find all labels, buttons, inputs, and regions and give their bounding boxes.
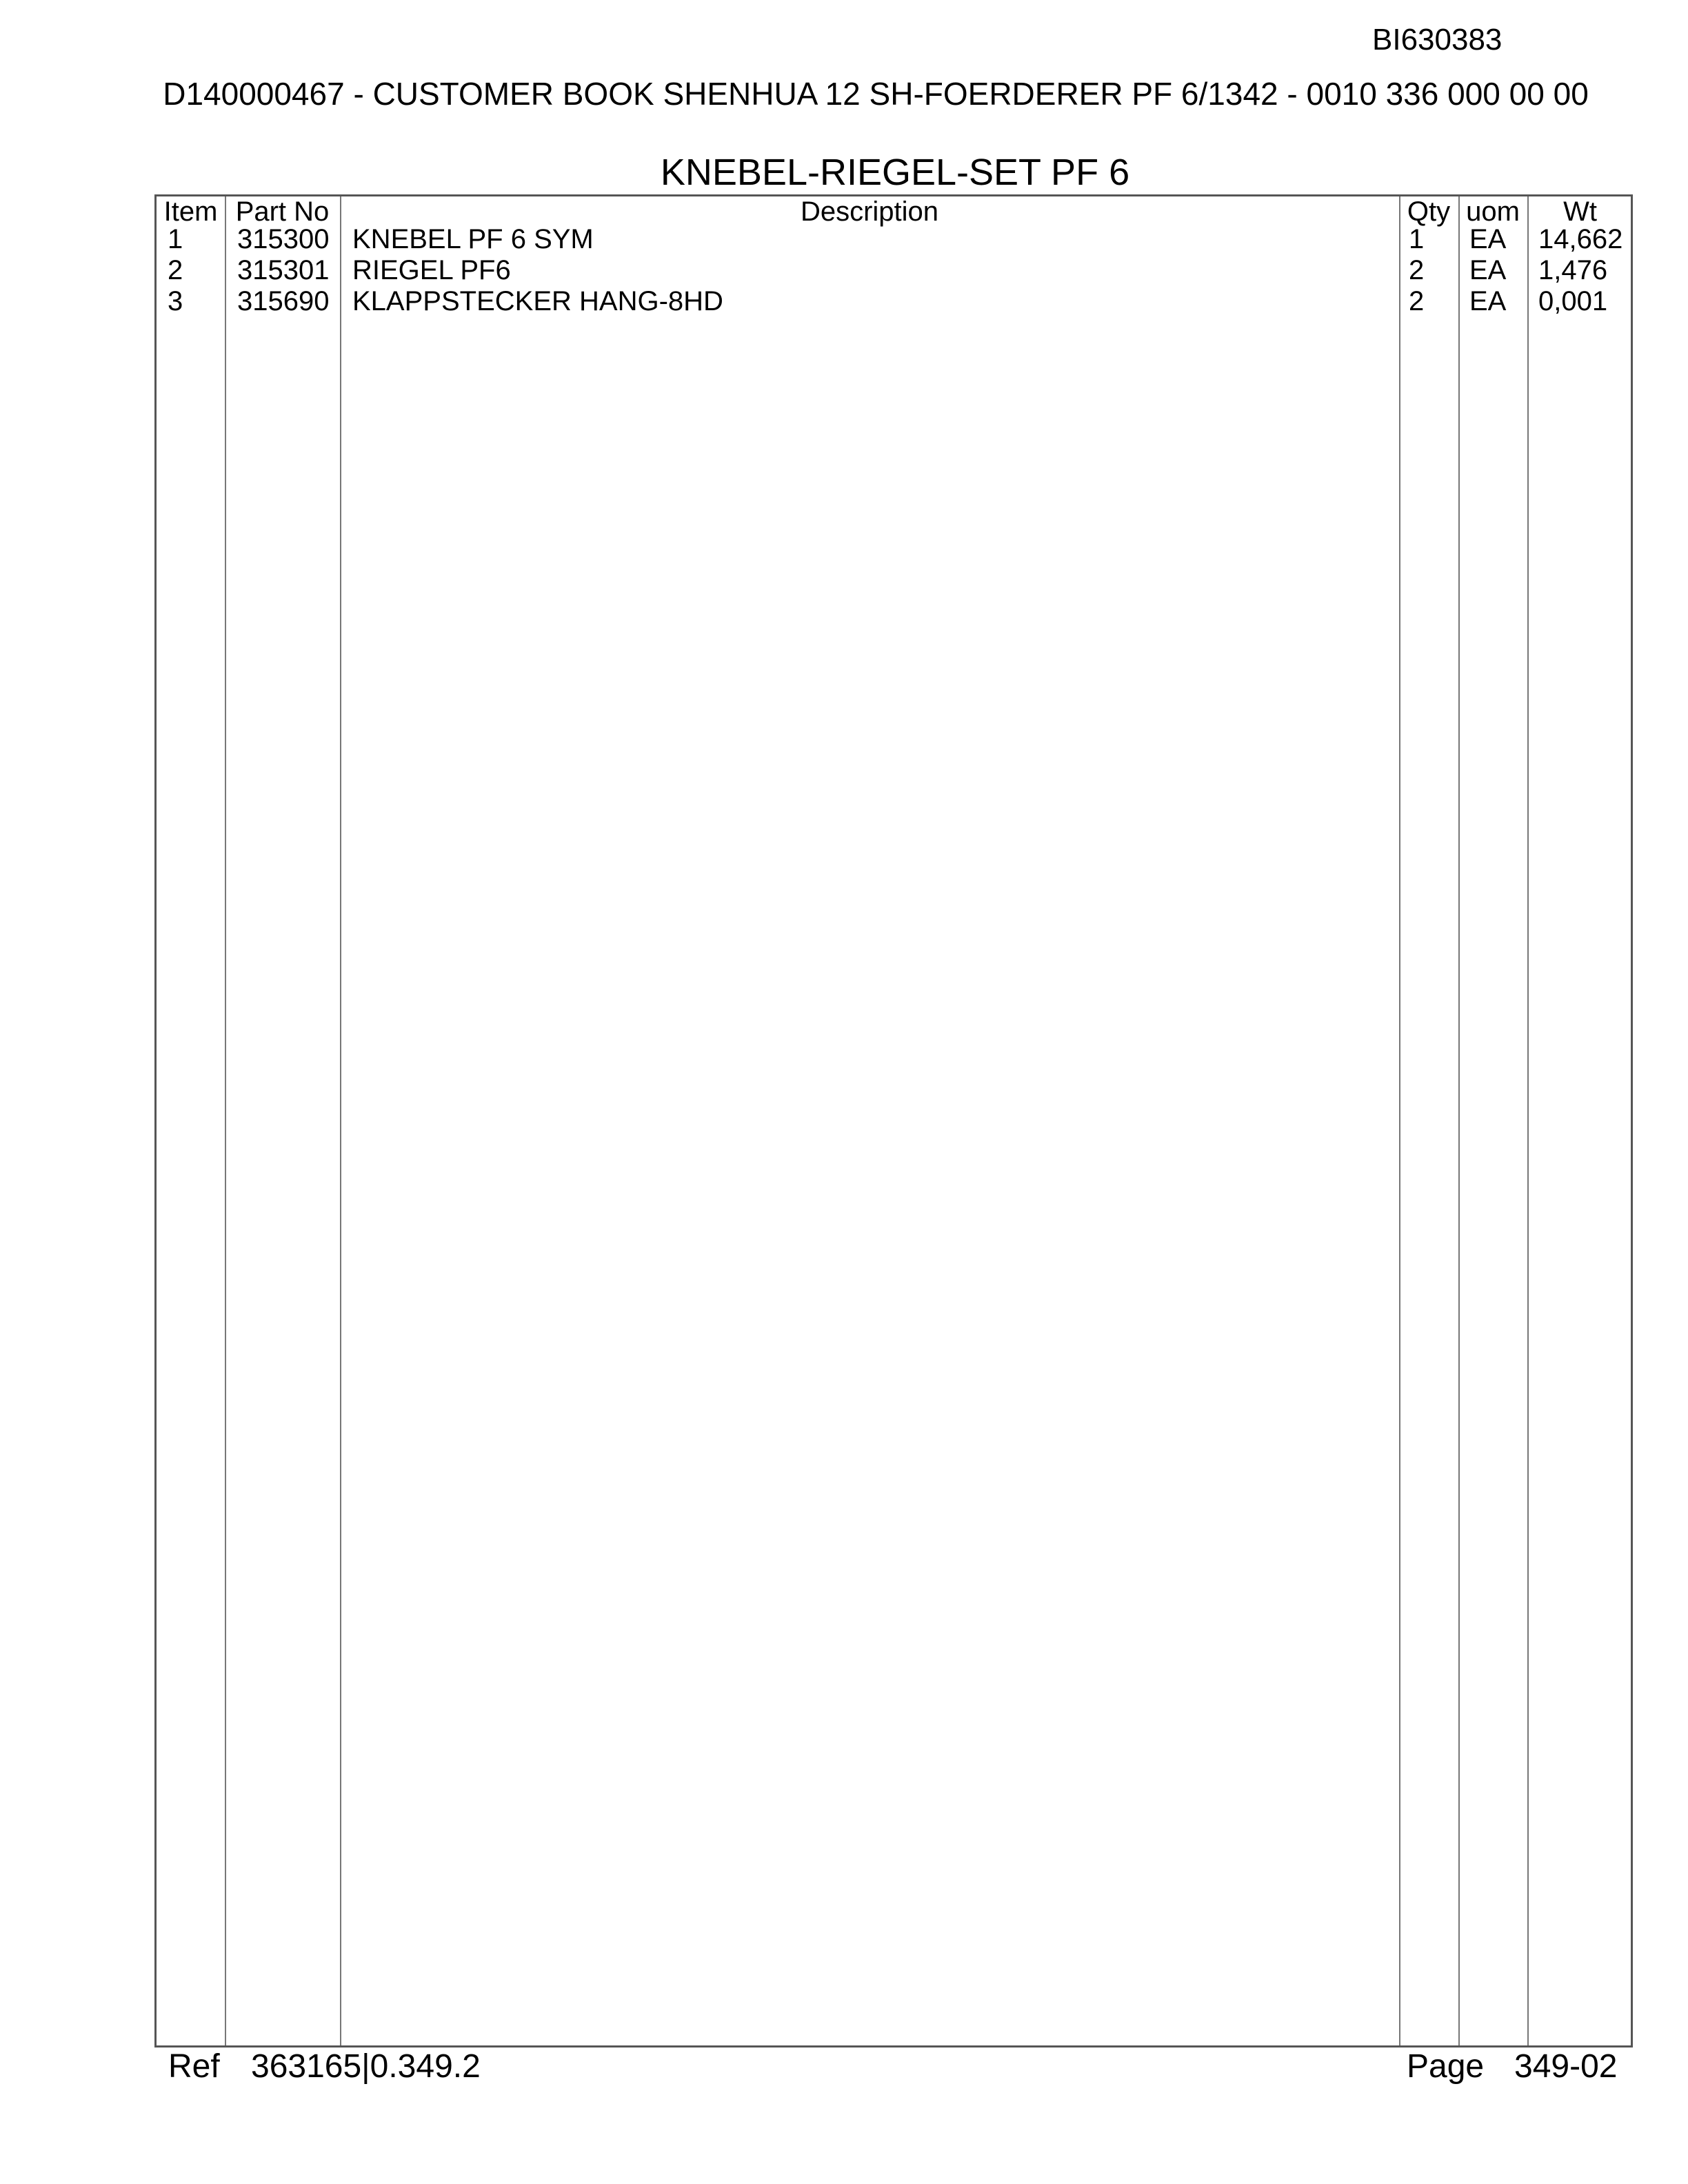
- item-cell: 2: [168, 255, 183, 285]
- column-header-description: Description: [800, 196, 939, 227]
- column-divider-description: [1399, 196, 1400, 2045]
- weight-cell: 1,476: [1538, 255, 1608, 285]
- uom-cell: EA: [1469, 286, 1507, 316]
- description-cell: KLAPPSTECKER HANG-8HD: [352, 286, 723, 316]
- part-no-cell: 315690: [237, 286, 330, 316]
- part-no-cell: 315301: [237, 255, 330, 285]
- column-header-qty: Qty: [1407, 196, 1451, 227]
- part-no-cell: 315300: [237, 224, 330, 254]
- document-title: D140000467 - CUSTOMER BOOK SHENHUA 12 SH-FOERDERER PF 6/1342 - 0010 336 000 00 00: [163, 76, 1589, 112]
- column-header-item: Item: [163, 196, 218, 227]
- uom-cell: EA: [1469, 255, 1507, 285]
- column-divider-item: [225, 196, 226, 2045]
- qty-cell: 2: [1409, 286, 1425, 316]
- document-id: BI630383: [1372, 23, 1503, 57]
- uom-cell: EA: [1469, 224, 1507, 254]
- column-divider-part-no: [340, 196, 341, 2045]
- page-number: 349-02: [1514, 2048, 1618, 2085]
- column-divider-uom: [1527, 196, 1529, 2045]
- ref-value: 363165|0.349.2: [251, 2048, 481, 2085]
- item-cell: 1: [168, 224, 183, 254]
- weight-cell: 0,001: [1538, 286, 1608, 316]
- weight-cell: 14,662: [1538, 224, 1623, 254]
- column-header-part-no: Part No: [235, 196, 330, 227]
- qty-cell: 1: [1409, 224, 1425, 254]
- column-header-uom: uom: [1466, 196, 1520, 227]
- item-cell: 3: [168, 286, 183, 316]
- page-label: Page: [1407, 2048, 1485, 2085]
- qty-cell: 2: [1409, 255, 1425, 285]
- parts-table: [154, 194, 1633, 2048]
- description-cell: RIEGEL PF6: [352, 255, 511, 285]
- column-header-wt: Wt: [1563, 196, 1597, 227]
- description-cell: KNEBEL PF 6 SYM: [352, 224, 594, 254]
- ref-label: Ref: [168, 2048, 220, 2085]
- section-title: KNEBEL-RIEGEL-SET PF 6: [660, 152, 1130, 193]
- column-divider-qty: [1458, 196, 1460, 2045]
